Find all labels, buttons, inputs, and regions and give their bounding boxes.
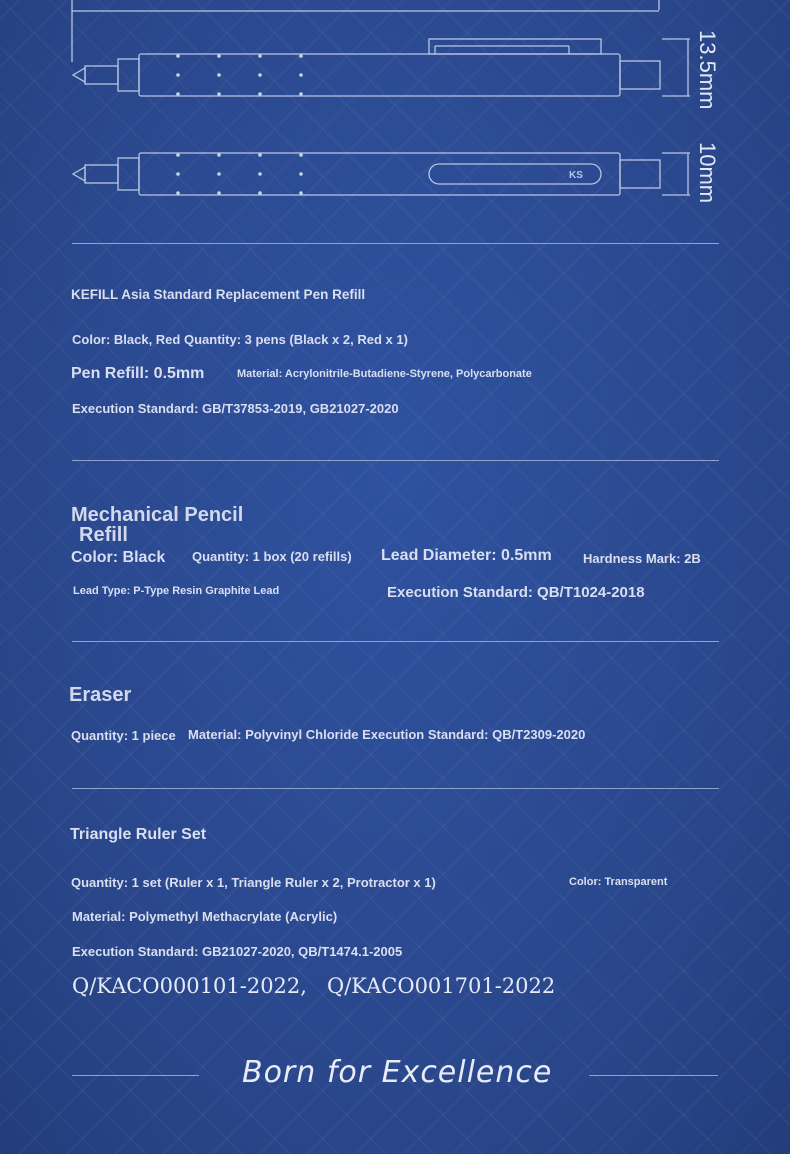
slogan-line-right: [589, 1075, 718, 1076]
ruler-material: Material: Polymethyl Methacrylate (Acrylic): [72, 909, 338, 924]
pen-refill-color-quantity: Color: Black, Red Quantity: 3 pens (Black x 2, Red x 1): [72, 332, 408, 347]
slogan-line-left: [72, 1075, 199, 1076]
pencil-refill-color: Color: Black: [71, 549, 166, 566]
eraser-title: Eraser: [69, 684, 132, 706]
pen-refill-standard: Execution Standard: GB/T37853-2019, GB21027-2020: [72, 401, 399, 416]
dimension-label-13-5mm: 13.5mm: [695, 30, 720, 110]
eraser-quantity: Quantity: 1 piece: [71, 728, 176, 743]
pencil-refill-standard: Execution Standard: QB/T1024-2018: [387, 584, 645, 601]
pen-top-view: [73, 153, 690, 195]
pen-refill-material: Material: Acrylonitrile-Butadiene-Styrene, Polycarbonate: [237, 368, 532, 380]
pencil-refill-hardness: Hardness Mark: 2B: [583, 551, 701, 566]
section-divider: [72, 641, 719, 642]
section-divider: [72, 243, 719, 244]
section-divider: [72, 788, 719, 789]
pencil-refill-title-line1: Mechanical Pencil: [71, 504, 244, 526]
ruler-title: Triangle Ruler Set: [70, 826, 207, 843]
pencil-refill-quantity: Quantity: 1 box (20 refills): [192, 549, 352, 564]
pen-refill-size: Pen Refill: 0.5mm: [71, 365, 205, 382]
pencil-refill-diameter: Lead Diameter: 0.5mm: [381, 547, 552, 564]
ruler-color: Color: Transparent: [569, 876, 668, 888]
pen-technical-drawing: [0, 0, 790, 240]
pen-refill-title: KEFILL Asia Standard Replacement Pen Refill: [71, 287, 366, 302]
pencil-refill-title-line2: Refill: [79, 524, 128, 546]
dimension-label-10mm: 10mm: [695, 142, 720, 204]
eraser-material-standard: Material: Polyvinyl Chloride Execution Standard: QB/T2309-2020: [188, 727, 586, 742]
section-divider: [72, 460, 719, 461]
pencil-refill-lead-type: Lead Type: P-Type Resin Graphite Lead: [73, 585, 280, 597]
ruler-standard: Execution Standard: GB21027-2020, QB/T1474.1-2005: [72, 944, 403, 959]
enterprise-standard-codes: Q/KACO000101-2022, Q/KACO001701-2022: [72, 974, 556, 998]
pen-side-view: [73, 39, 690, 96]
ruler-quantity: Quantity: 1 set (Ruler x 1, Triangle Ruler x 2, Protractor x 1): [71, 875, 436, 890]
clip-logo: KS: [569, 170, 583, 181]
slogan-text: Born for Excellence: [242, 1055, 553, 1090]
